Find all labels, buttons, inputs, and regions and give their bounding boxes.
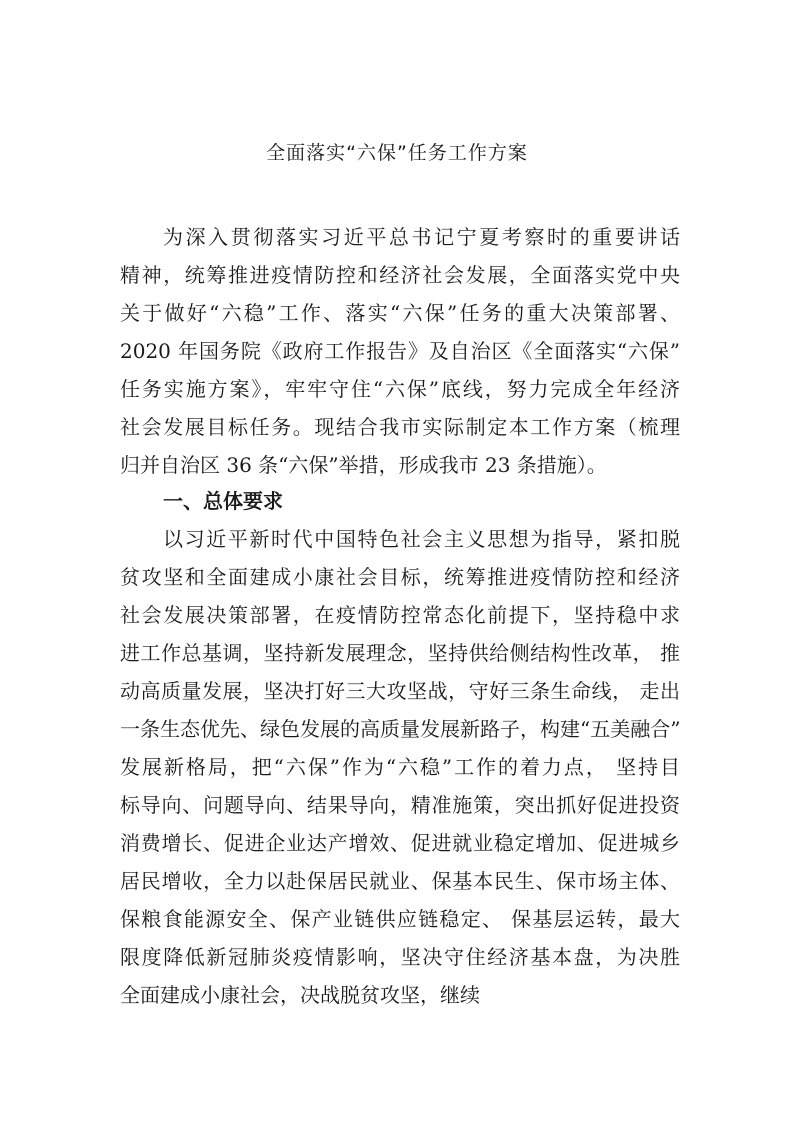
intro-line-5: 任务实施方案》，牢牢守住“六保”底线，努力完成全年经济 — [120, 377, 680, 401]
intro-line-1: 为深入贯彻落实习近平总书记宁夏考察时的重要讲话 — [163, 225, 680, 249]
section-line-3: 社会发展决策部署，在疫情防控常态化前提下，坚持稳中求 — [120, 603, 680, 627]
section-line-8: 标导向、问题导向、结果导向，精准施策，突出抓好促进投资 — [120, 793, 680, 817]
section-heading: 一、总体要求 — [163, 489, 283, 513]
document-title: 全面落实“六保”任务工作方案 — [266, 142, 528, 164]
intro-line-7: 归并自治区 36 条“六保”举措，形成我市 23 条措施）。 — [120, 453, 607, 477]
section-line-2: 贫攻坚和全面建成小康社会目标，统筹推进疫情防控和经济 — [120, 565, 680, 589]
intro-line-3: 关于做好“六稳”工作、落实“六保”任务的重大决策部署、 — [120, 301, 680, 325]
intro-line-4: 2020 年国务院《政府工作报告》及自治区《全面落实“六保” — [120, 339, 680, 363]
intro-line-2: 精神，统筹推进疫情防控和经济社会发展，全面落实党中央 — [120, 263, 680, 287]
section-line-1: 以习近平新时代中国特色社会主义思想为指导，紧扣脱 — [163, 527, 680, 551]
section-line-6: 一条生态优先、绿色发展的高质量发展新路子，构建“五美融合” — [120, 717, 681, 741]
section-line-5: 动高质量发展，坚决打好三大攻坚战，守好三条生命线， 走出 — [120, 679, 680, 703]
intro-line-6: 社会发展目标任务。现结合我市实际制定本工作方案（梳理 — [120, 415, 680, 439]
section-line-7: 发展新格局，把“六保”作为“六稳”工作的着力点， 坚持目 — [120, 755, 680, 779]
section-line-12: 限度降低新冠肺炎疫情影响，坚决守住经济基本盘，为决胜 — [120, 945, 680, 969]
section-line-4: 进工作总基调，坚持新发展理念，坚持供给侧结构性改革， 推 — [120, 641, 680, 665]
section-line-10: 居民增收，全力以赴保居民就业、保基本民生、保市场主体、 — [120, 869, 680, 893]
section-line-11: 保粮食能源安全、保产业链供应链稳定、 保基层运转，最大 — [120, 907, 680, 931]
section-line-13: 全面建成小康社会，决战脱贫攻坚，继续 — [120, 983, 480, 1007]
section-line-9: 消费增长、促进企业达产增效、促进就业稳定增加、促进城乡 — [120, 831, 680, 855]
